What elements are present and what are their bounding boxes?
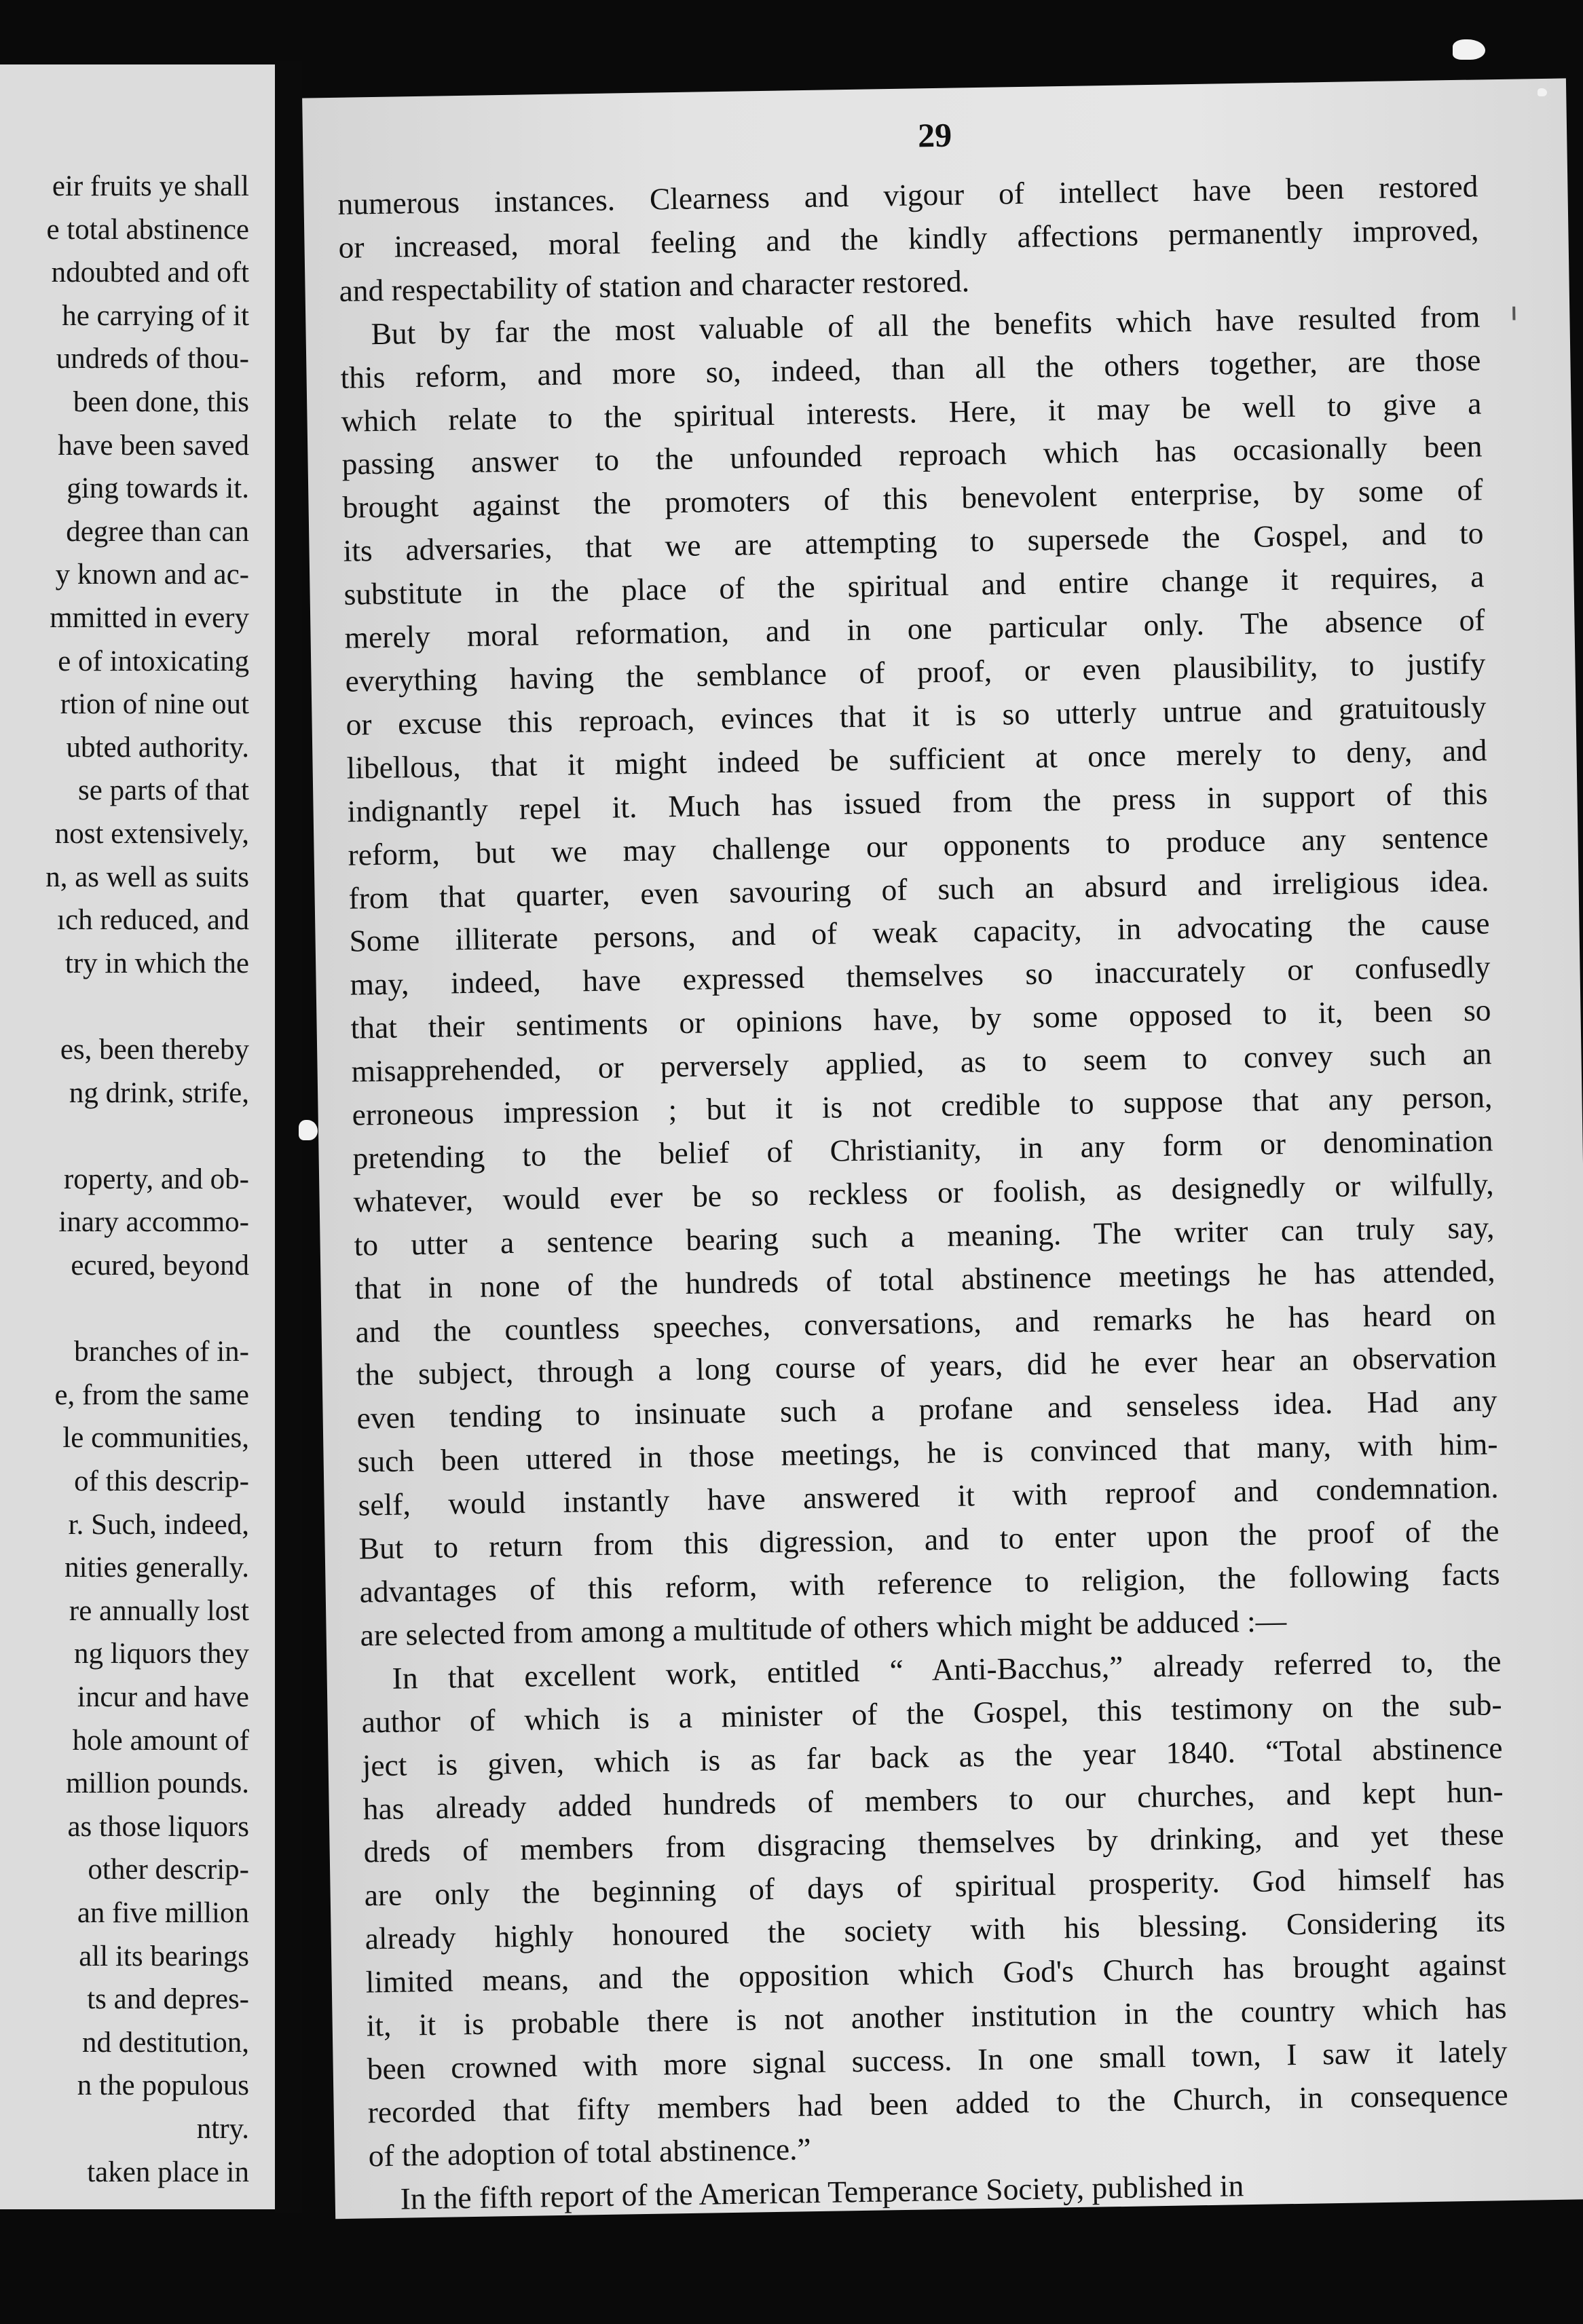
text-line: limited means, and the opposition which God's Church has brought against bbox=[365, 1947, 1506, 2000]
text-line: self, would instantly have answered it with reproof and condemnation. bbox=[358, 1469, 1499, 1522]
text-line: its adversaries, that we are attempting to supersede the Gospel, and to bbox=[343, 515, 1484, 569]
left-page-line: n, as well as suits bbox=[45, 861, 249, 893]
text-line: numerous instances. Clearness and vigour of intellect have been restored bbox=[337, 168, 1478, 221]
text-line: substitute in the place of the spiritual and entire change it requires, a bbox=[343, 559, 1485, 612]
text-line: recorded that fifty members had been added to the Church, in consequence bbox=[367, 2076, 1508, 2130]
left-page-line: e, from the same bbox=[54, 1379, 249, 1411]
left-page-line: inary accommo- bbox=[58, 1206, 249, 1239]
text-line: brought against the promoters of this benevolent enterprise, by some of bbox=[342, 472, 1483, 525]
text-line: of the adoption of total abstinence.” bbox=[368, 2131, 812, 2173]
left-page-line: le communities, bbox=[62, 1422, 249, 1455]
scan-speck bbox=[299, 1120, 318, 1140]
left-page-line: other descrip- bbox=[88, 1854, 249, 1886]
left-page-line: rtion of nine out bbox=[60, 688, 249, 721]
left-page-line: hole amount of bbox=[72, 1724, 249, 1757]
text-line: this reform, and more so, indeed, than all the others together, are those bbox=[340, 342, 1481, 395]
left-page-line: mmitted in every bbox=[50, 602, 249, 634]
left-page-line: ıch reduced, and bbox=[57, 904, 249, 937]
text-line: whatever, would ever be so reckless or foolish, as designedly or wilfully, bbox=[353, 1166, 1494, 1219]
text-line: it, it is probable there is not another institution in the country which has bbox=[366, 1990, 1507, 2043]
page-number: 29 bbox=[917, 115, 952, 155]
left-page-line: try in which the bbox=[64, 947, 249, 979]
text-line: pretending to the belief of Christianity, in any form or denomination bbox=[352, 1123, 1493, 1176]
left-page-line: y known and ac- bbox=[55, 559, 249, 591]
left-page-line: degree than can bbox=[66, 515, 249, 548]
text-line: that in none of the hundreds of total abstinence meetings he has attended, bbox=[354, 1252, 1495, 1306]
scan-speck bbox=[1453, 39, 1485, 60]
text-line: Some illiterate persons, and of weak capacity, in advocating the cause bbox=[349, 905, 1490, 959]
left-page-line: been done, this bbox=[73, 386, 249, 418]
left-page-line: ng drink, strife, bbox=[69, 1076, 249, 1109]
margin-mark bbox=[1512, 307, 1515, 320]
left-page-line: r. Such, indeed, bbox=[68, 1508, 249, 1541]
text-line: But by far the most valuable of all the benefits which have resulted from bbox=[371, 299, 1480, 351]
text-line: already highly honoured the society with his blessing. Considering its bbox=[365, 1903, 1506, 1956]
main-page bbox=[302, 78, 1583, 2219]
page-body-text bbox=[337, 164, 1510, 2219]
left-page-line: roperty, and ob- bbox=[63, 1163, 249, 1195]
text-line: libellous, that it might indeed be sufficient at once merely to deny, and bbox=[346, 732, 1487, 785]
left-page-line: he carrying of it bbox=[62, 299, 249, 332]
text-line: to utter a sentence bearing such a meaning. The writer can truly say, bbox=[354, 1209, 1495, 1262]
text-line: and respectability of station and character restored. bbox=[339, 263, 970, 308]
left-page-line: ubted authority. bbox=[66, 731, 249, 764]
left-page-line: million pounds. bbox=[66, 1767, 249, 1800]
text-line: misapprehended, or perversely applied, as to seem to convey such an bbox=[351, 1036, 1492, 1089]
left-page-line: ng liquors they bbox=[74, 1638, 249, 1670]
left-page-line: ecured, beyond bbox=[71, 1250, 249, 1281]
left-page-line: have been saved bbox=[58, 429, 249, 462]
text-line: even tending to insinuate such a profane and senseless idea. Had any bbox=[356, 1383, 1497, 1436]
left-page-line: ntry. bbox=[196, 2113, 249, 2145]
text-line: may, indeed, have expressed themselves so inaccurately or confusedly bbox=[350, 949, 1491, 1002]
text-line: passing answer to the unfounded reproach which has occasionally been bbox=[341, 428, 1483, 482]
text-line: or excuse this reproach, evinces that it is so utterly untrue and gratuitously bbox=[346, 689, 1487, 742]
left-page-line: of this descrip- bbox=[74, 1465, 249, 1497]
text-line: been crowned with more signal success. In one small town, I saw it lately bbox=[367, 2034, 1508, 2086]
text-line: has already added hundreds of members to our churches, and kept hun- bbox=[362, 1773, 1504, 1826]
left-page-line: eir fruits ye shall bbox=[52, 170, 249, 202]
text-line: author of which is a minister of the Gospel, this testimony on the sub- bbox=[361, 1686, 1502, 1740]
left-page-line: nd destitution, bbox=[81, 2026, 249, 2059]
text-line: from that quarter, even savouring of such an absurd and irreligious idea. bbox=[348, 862, 1489, 916]
left-page-line: branches of in- bbox=[74, 1336, 249, 1368]
scan-speck bbox=[1538, 88, 1547, 96]
text-line: dreds of members from disgracing themselves by drinking, and yet these bbox=[363, 1816, 1504, 1869]
left-page-line: ndoubted and oft bbox=[51, 257, 249, 289]
left-page-line: nost extensively, bbox=[54, 818, 249, 850]
left-page-line: incur and have bbox=[77, 1681, 249, 1713]
text-line: such been uttered in those meetings, he is convinced that many, with him- bbox=[357, 1426, 1498, 1479]
left-page-line: re annually lost bbox=[69, 1594, 249, 1627]
text-line: erroneous impression ; but it is not credible to suppose that any person, bbox=[352, 1079, 1493, 1132]
left-page-line: all its bearings bbox=[79, 1940, 249, 1972]
left-page-line: an five million bbox=[77, 1897, 249, 1929]
left-page-line: ging towards it. bbox=[67, 472, 249, 505]
text-line: indignantly repel it. Much has issued from the press in support of this bbox=[347, 776, 1488, 829]
text-line: advantages of this reform, with reference to religion, the following facts bbox=[359, 1556, 1500, 1609]
text-line: In that excellent work, entitled “ Anti-Bacchus,” already referred to, the bbox=[392, 1643, 1502, 1695]
text-line: everything having the semblance of proof, or even plausibility, to justify bbox=[345, 645, 1486, 698]
text-line: that their sentiments or opinions have, by some opposed to it, been so bbox=[350, 992, 1491, 1045]
text-line: or increased, moral feeling and the kindly affections permanently improved, bbox=[338, 212, 1479, 265]
left-page-line: taken place in bbox=[87, 2156, 249, 2188]
book-gutter bbox=[275, 61, 302, 2213]
text-line: are only the beginning of days of spiritual prosperity. God himself has bbox=[364, 1860, 1505, 1913]
left-page-line: e total abstinence bbox=[46, 213, 249, 246]
text-line: But to return from this digression, and to enter upon the proof of the bbox=[358, 1513, 1500, 1566]
left-page-line: es, been thereby bbox=[60, 1034, 249, 1066]
text-line: ject is given, which is as far back as the year 1840. “Total abstinence bbox=[362, 1729, 1503, 1783]
left-page-line: undreds of thou- bbox=[56, 343, 249, 375]
text-line: the subject, through a long course of years, did he ever hear an observation bbox=[356, 1339, 1497, 1393]
text-line: reform, but we may challenge our opponents to produce any sentence bbox=[348, 819, 1489, 872]
text-line: In the fifth report of the American Temperance Society, published in bbox=[400, 2167, 1244, 2216]
left-page-line: n the populous bbox=[77, 2069, 249, 2102]
left-page-line: se parts of that bbox=[78, 774, 249, 807]
left-page-line: e of intoxicating bbox=[58, 645, 249, 677]
text-line: merely moral reformation, and in one particular only. The absence of bbox=[344, 602, 1485, 655]
left-page-fragment bbox=[0, 64, 275, 2209]
left-page-line: nities generally. bbox=[64, 1552, 249, 1584]
text-line: which relate to the spiritual interests. Here, it may be well to give a bbox=[341, 385, 1482, 438]
text-line: and the countless speeches, conversations, and remarks he has heard on bbox=[355, 1296, 1496, 1349]
left-page-line: as those liquors bbox=[67, 1810, 249, 1843]
text-line: are selected from among a multitude of others which might be adduced :— bbox=[360, 1603, 1287, 1653]
left-page-line: ts and depres- bbox=[87, 1983, 249, 2016]
